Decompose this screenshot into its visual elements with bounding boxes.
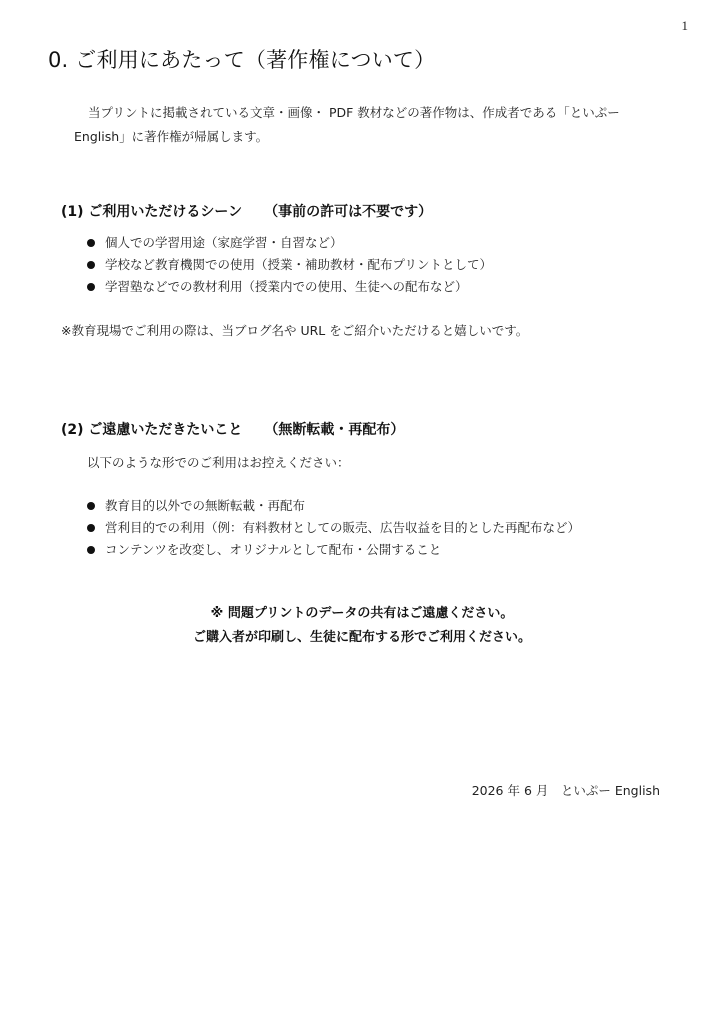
section-2-title: (2) ご遠慮いただきたいこと: [61, 422, 243, 438]
section-2-list: [87, 495, 580, 561]
bullet-icon: [87, 546, 95, 554]
page-number: 1: [681, 18, 688, 33]
signature: 2026 年 6 月 といぷー English: [471, 783, 660, 798]
list-item: 個人での学習用途（家庭学習・自習など）: [87, 232, 492, 254]
notice-line-2: ご購入者が印刷し、生徒に配布する形でご利用ください。: [192, 630, 531, 645]
section-1-list: [87, 232, 492, 298]
bullet-icon: [87, 239, 95, 247]
section-2-intro: 以下のような形でのご利用はお控えください：: [87, 455, 350, 470]
bullet-icon: [87, 524, 95, 532]
list-item: 学校など教育機関での使用（授業・補助教材・配布プリントとして）: [87, 254, 492, 276]
list-item: コンテンツを改変し、オリジナルとして配布・公開すること: [87, 539, 580, 561]
list-item: 営利目的での利用（例：有料教材としての販売、広告収益を目的とした再配布など）: [87, 517, 580, 539]
list-item: 学習塾などでの教材利用（授業内での使用、生徒への配布など）: [87, 276, 492, 298]
bullet-icon: [87, 261, 95, 269]
bullet-icon: [87, 502, 95, 510]
section-1-title: (1) ご利用いただけるシーン: [61, 204, 243, 220]
section-1-heading: [61, 201, 432, 221]
notice-line-1: ※ 問題プリントのデータの共有はご遠慮ください。: [210, 606, 514, 621]
section-2-subtitle: （無断転載・再配布）: [264, 422, 405, 438]
intro-paragraph: 当プリントに掲載されている文章・画像・ PDF 教材などの著作物は、作成者である「といぷー English」に著作権が帰属します。: [74, 105, 620, 144]
notice-block: [0, 602, 724, 650]
page-title: 0. ご利用にあたって（著作権について）: [48, 48, 436, 72]
section-1-subtitle: （事前の許可は不要です）: [264, 204, 433, 220]
section-2-heading: [61, 419, 404, 439]
section-1-note: ※教育現場でご利用の際は、当ブログ名や URL をご紹介いただけると嬉しいです。: [61, 323, 529, 338]
list-item: 教育目的以外での無断転載・再配布: [87, 495, 580, 517]
bullet-icon: [87, 283, 95, 291]
